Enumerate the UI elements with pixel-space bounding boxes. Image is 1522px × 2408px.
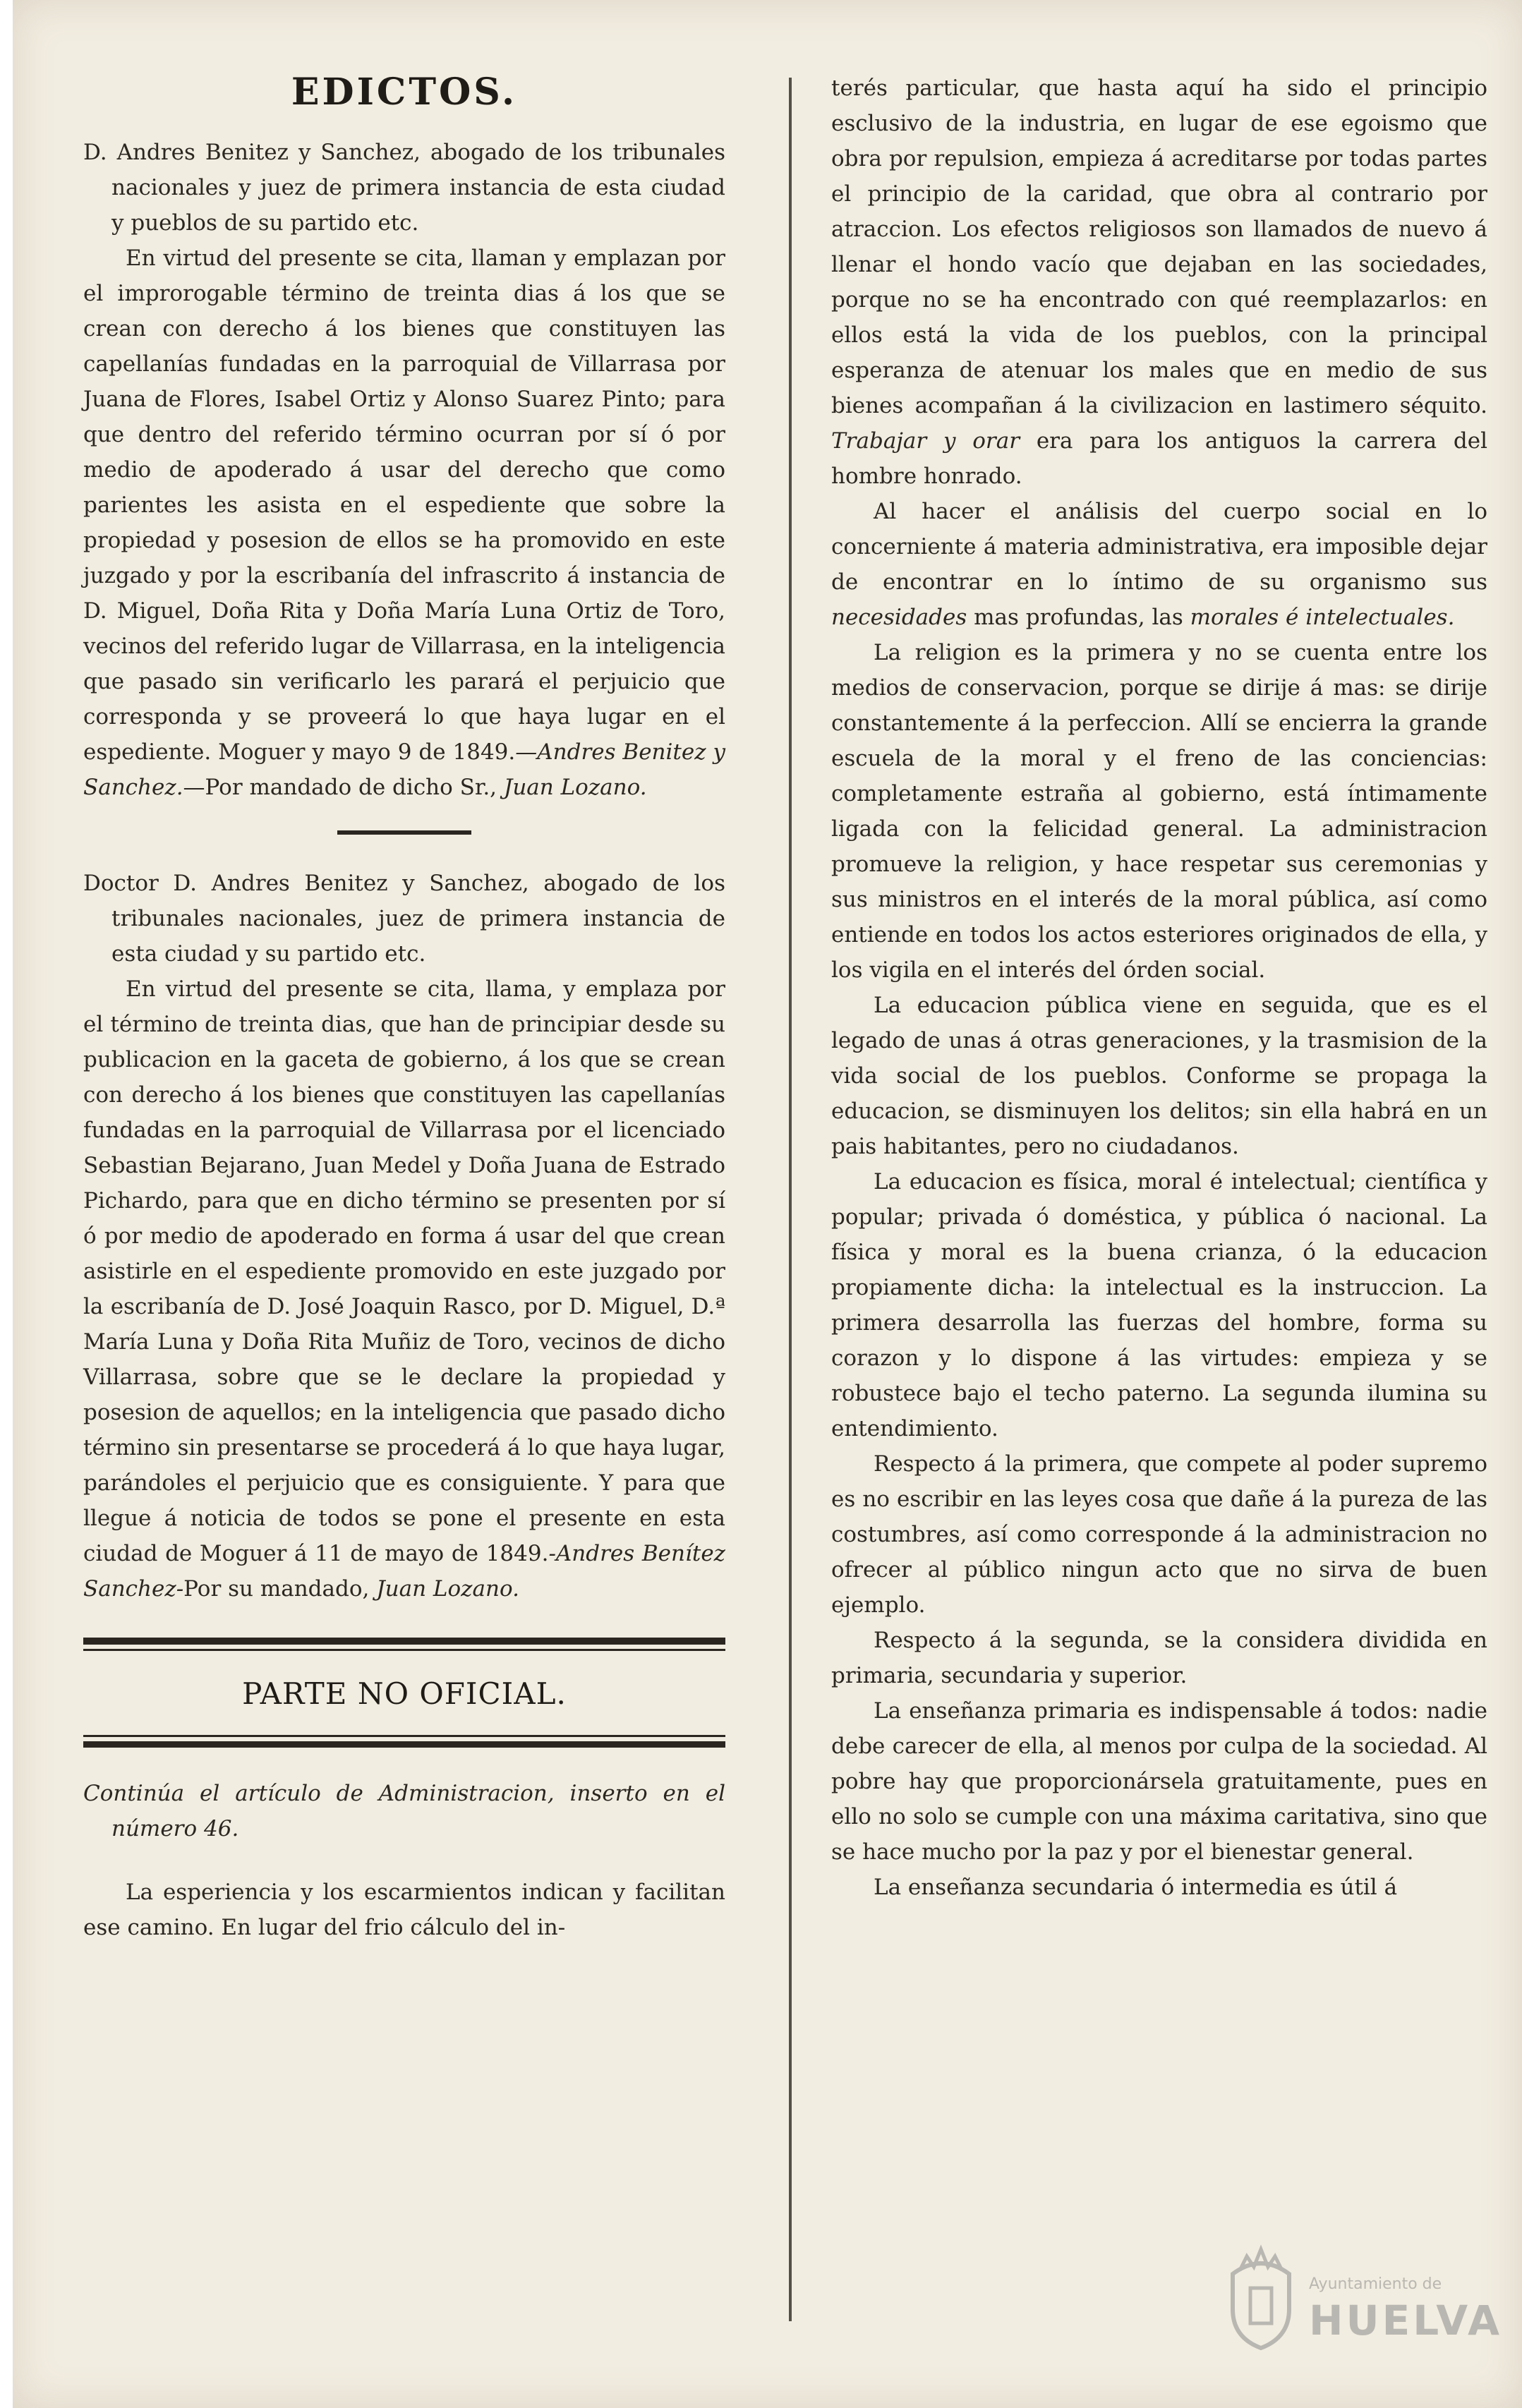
edicts-title: EDICTOS.	[291, 71, 518, 114]
article-text: mas profundas, las	[974, 605, 1183, 630]
edict2-signature-judge: -Andres Benítez Sanchez-	[83, 1541, 725, 1602]
crest-icon	[1219, 2239, 1303, 2352]
edict2-signature-clerk: Juan Lozano.	[376, 1576, 519, 1602]
article-paragraph-continued	[831, 71, 1487, 494]
article-paragraph-1: La esperiencia y los escarmientos indican y facilitan ese camino. En lugar del frio cálculo del in-	[83, 1880, 725, 1940]
edict1-text: En virtud del presente se cita, llaman y emplazan por el improrogable término de treinta dias á los que se crean con derecho á los bienes que constituyen las capellanías fundadas en la parroquial de Villarrasa por Juana de Flores, Isabel Ortiz y Alonso Suarez Pinto; para que dentro del referido término ocurran por sí ó por medio de apoderado á usar del derecho que como parientes les asista en el espediente que sobre la propiedad y posesion de ellos se ha promovido en este juzgado y por la escribanía del infrascrito á instancia de D. Miguel, Doña Rita y Doña María Luna Ortiz de Toro, vecinos del referido lugar de Villarrasa, en la inteligencia que pasado sin verificarlo les parará el perjuicio que corresponda y se proveerá lo que haya lugar en el espediente. Moguer y mayo 9 de 1849.	[83, 246, 725, 765]
rule-thick	[83, 1638, 725, 1645]
rule-thin	[83, 1735, 725, 1737]
rule-thick	[83, 1741, 725, 1748]
edict1-body	[83, 241, 725, 805]
ayuntamiento-watermark	[1219, 2239, 1503, 2359]
edict1-signature-clerk: Juan Lozano.	[503, 775, 647, 800]
right-column	[831, 71, 1487, 1905]
article-text: terés particular, que hasta aquí ha sido el principio esclusivo de la industria, en lugar de ese egoismo que obra por repulsion, empieza á acreditarse por todas partes el principio de la caridad, que obra al contrario por atraccion. Los efectos religiosos son llamados de nuevo á llenar el hondo vacío que dejaban en las sociedades, porque no se ha encontrado con qué reemplazarlos: en ellos está la vida de los pueblos, con la principal esperanza de atenuar los males que en medio de sus bienes acompañan á la civilizacion en lastimero séquito.	[831, 75, 1487, 418]
column-divider	[789, 78, 792, 2321]
article-paragraph-9: La enseñanza secundaria ó intermedia es útil á	[874, 1875, 1398, 1900]
article-emphasis: Trabajar y orar	[831, 428, 1020, 454]
newspaper-page	[13, 0, 1522, 2408]
left-column	[83, 71, 725, 1945]
rule-thin	[83, 1649, 725, 1651]
edict2-text: En virtud del presente se cita, llama, y emplaza por el término de treinta dias, que han de principiar desde su publicacion en la gaceta de gobierno, á los que se crean con derecho á los bienes que constituyen las capellanías fundadas en la parroquial de Villarrasa por el licenciado Sebastian Bejarano, Juan Medel y Doña Juana de Estrado Pichardo, para que en dicho término se presenten por sí ó por medio de apoderado en forma á usar del que crean asistirle en el espediente promovido en este juzgado por la escribanía de D. José Joaquin Rasco, por D. Miguel, D.ª María Luna y Doña Rita Muñiz de Toro, vecinos de dicho Villarrasa, sobre que se le declare la propiedad y posesion de aquellos; en la inteligencia que pasado dicho término sin presentarse se procederá á lo que haya lugar, parándoles el perjuicio que es consiguiente. Y para que llegue á noticia de todos se pone el presente en esta ciudad de Moguer á 11 de mayo de 1849.	[83, 976, 725, 1566]
edict1-signature-mid: —Por mandado de dicho Sr.,	[183, 775, 497, 800]
edict1-signature-judge: —Andres Benitez y Sanchez.	[83, 739, 725, 800]
article-paragraph-8: La enseñanza primaria es indispensable á todos: nadie debe carecer de ella, al menos por culpa de la sociedad. Al pobre hay que proporcionársela gratuitamente, pues en ello no solo se cumple con una máxima caritativa, sino que se hace mucho por la paz y por el bienestar general.	[831, 1698, 1487, 1865]
watermark-city-name: HUELVA	[1309, 2297, 1503, 2345]
article-paragraph-7: Respecto á la segunda, se la considera dividida en primaria, secundaria y superior.	[831, 1628, 1487, 1688]
edict2-heading: Doctor D. Andres Benitez y Sanchez, abogado de los tribunales nacionales, juez de primera instancia de esta ciudad y su partido etc.	[83, 871, 725, 967]
article-paragraph-2	[831, 494, 1487, 635]
article-text: Al hacer el análisis del cuerpo social en lo concerniente á materia administrativa, era imposible dejar de encontrar en lo íntimo de su organismo sus	[831, 499, 1487, 595]
edict2-signature-mid: Por su mandado,	[183, 1576, 370, 1602]
continuation-note: Continúa el artículo de Administracion, inserto en el número 46.	[83, 1781, 725, 1841]
article-paragraph-4: La educacion pública viene en seguida, que es el legado de unas á otras generaciones, y la trasmision de la vida social de los pueblos. Conforme se propaga la educacion, se disminuyen los delitos; sin ella habrá en un pais habitantes, pero no ciudadanos.	[831, 993, 1487, 1159]
article-paragraph-3: La religion es la primera y no se cuenta entre los medios de conservacion, porque se dirije á mas: se dirije constantemente á la perfeccion. Allí se encierra la grande escuela de la moral y el freno de las conciencias: completamente estraña al gobierno, está íntimamente ligada con la felicidad general. La administracion promueve la religion, y hace respetar sus ceremonias y sus ministros en el interés de la moral pública, así como entiende en todos los actos esteriores originados de ella, y los vigila en el interés del órden social.	[831, 640, 1487, 983]
article-paragraph-5: La educacion es física, moral é intelectual; científica y popular; privada ó doméstica, y pública ó nacional. La física y moral es la buena crianza, ó la educacion propiamente dicha: la intelectual es la instruccion. La primera desarrolla las fuerzas del hombre, forma su corazon y lo dispone á las virtudes: empieza y se robustece bajo el techo paterno. La segunda ilumina su entendimiento.	[831, 1169, 1487, 1441]
watermark-small-text: Ayuntamiento de	[1309, 2275, 1442, 2293]
edict1-heading: D. Andres Benitez y Sanchez, abogado de los tribunales nacionales y juez de primera instancia de esta ciudad y pueblos de su partido etc.	[83, 140, 725, 236]
article-paragraph-6: Respecto á la primera, que compete al poder supremo es no escribir en las leyes cosa que dañe á la pureza de las costumbres, así como corresponde á la administracion no ofrecer al público ningun acto que no sirva de buen ejemplo.	[831, 1451, 1487, 1618]
article-emphasis: necesidades	[831, 605, 967, 630]
edict-separator	[337, 830, 471, 835]
article-emphasis: morales é intelectuales.	[1190, 605, 1455, 630]
section-heading: PARTE NO OFICIAL.	[242, 1676, 567, 1711]
article-text-end: era para los antiguos la carrera del hombre honrado.	[831, 428, 1487, 489]
section-rule-top	[83, 1638, 725, 1651]
edict2-body	[83, 972, 725, 1607]
section-rule-bottom	[83, 1735, 725, 1748]
